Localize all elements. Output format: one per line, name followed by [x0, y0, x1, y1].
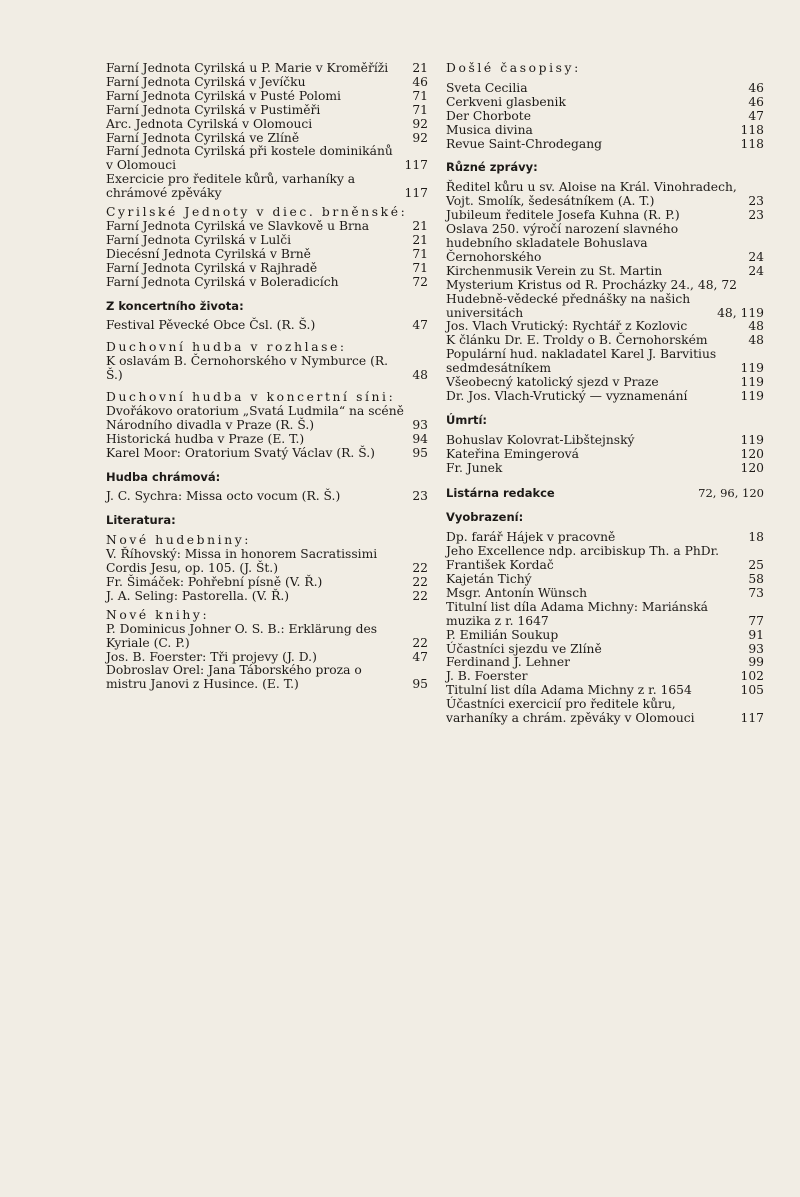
- entry-title: J. A. Seling: Pastorella. (V. Ř.): [106, 588, 290, 603]
- rozhlas-list: [106, 355, 428, 383]
- entry-title: Farní Jednota Cyrilská v Boleradicích: [106, 274, 339, 289]
- listarna-entry: [446, 487, 764, 501]
- entry-title: Účastníci sjezdu ve Zlíně: [446, 641, 602, 656]
- index-entry: [446, 181, 764, 209]
- entry-pages: 99: [748, 655, 764, 670]
- entry-pages: 18: [748, 530, 764, 545]
- entry-pages: 119: [740, 432, 764, 447]
- entry-title: Dr. Jos. Vlach-Vrutický — vyznamenání: [446, 388, 688, 403]
- zpravy-heading: Různé zprávy:: [446, 160, 538, 175]
- entry-pages: 22: [412, 588, 428, 603]
- entry-pages: 71: [412, 246, 428, 261]
- entry-title: Ferdinand J. Lehner: [446, 655, 571, 670]
- entry-title: Fr. Šimáček: Pohřební písně (V. Ř.): [106, 575, 323, 589]
- entry-title: Exercicie pro ředitele kůrů, varhaníky a chrámové zpěváky: [106, 172, 356, 201]
- entry-title: Ředitel kůru u sv. Aloise na Král. Vinohradech, Vojt. Smolík, šedesátníkem (A. T.): [446, 180, 737, 209]
- brno-heading: Cyrilské Jednoty v diec. brněnské:: [106, 205, 408, 220]
- entry-pages: 93: [412, 417, 428, 432]
- chramova-heading: Hudba chrámová:: [106, 469, 221, 484]
- literatura-heading: Literatura:: [106, 513, 176, 528]
- index-entry: [106, 548, 428, 576]
- index-entry: [446, 698, 764, 726]
- entry-pages: 46: [748, 80, 764, 95]
- entry-pages: 73: [748, 585, 764, 600]
- index-entry: [106, 433, 428, 447]
- entry-title: Farní Jednota Cyrilská při kostele dominikánů v Olomouci: [106, 144, 393, 173]
- index-entry: [446, 124, 764, 138]
- entry-pages: 24: [748, 263, 764, 278]
- entry-pages: 46: [412, 74, 428, 89]
- listarna-pages: 72, 96, 120: [698, 486, 764, 501]
- entry-title: Mysterium Kristus od R. Procházky 24., 48, 72: [446, 277, 737, 292]
- entry-pages: 71: [412, 88, 428, 103]
- entry-pages: 71: [412, 102, 428, 117]
- entry-pages: 102: [740, 669, 764, 684]
- entry-pages: 23: [748, 208, 764, 223]
- index-entry: [106, 319, 428, 333]
- index-entry: [106, 405, 428, 433]
- entry-pages: 77: [748, 613, 764, 628]
- entry-pages: 95: [412, 445, 428, 460]
- entry-title: Diecésní Jednota Cyrilská v Brně: [106, 246, 311, 261]
- index-entry: [106, 90, 428, 104]
- entry-title: Musica divina: [446, 122, 533, 137]
- index-entry: [446, 545, 764, 573]
- entry-title: Titulní list díla Adama Michny: Mariánská muzika z r. 1647: [446, 599, 709, 628]
- entry-pages: 120: [740, 460, 764, 475]
- entry-pages: 71: [412, 260, 428, 275]
- knihy-list: [106, 623, 428, 693]
- entry-pages: 21: [412, 218, 428, 233]
- entry-title: Dobroslav Orel: Jana Táborského proza o mistru Janovi z Husince. (E. T.): [106, 663, 362, 692]
- sini-heading: Duchovní hudba v koncertní síni:: [106, 390, 396, 405]
- entry-title: Oslava 250. výročí narození slavného hudebního skladatele Bohuslava Černohorského: [446, 222, 679, 264]
- entry-pages: 48: [412, 368, 428, 383]
- entry-pages: 93: [748, 641, 764, 656]
- index-entry: [106, 173, 428, 201]
- entry-pages: 22: [412, 635, 428, 650]
- entry-title: Farní Jednota Cyrilská v Rajhradě: [106, 260, 318, 275]
- entry-pages: 117: [740, 711, 764, 726]
- entry-title: Účastníci exercicií pro ředitele kůru, varhaníky a chrám. zpěváky v Olomouci: [446, 697, 695, 726]
- hudebniny-heading: Nové hudebniny:: [106, 533, 252, 548]
- index-entry: [446, 629, 764, 643]
- umrti-heading: Úmrtí:: [446, 412, 488, 427]
- entry-title: Farní Jednota Cyrilská v Pusté Polomi: [106, 88, 341, 103]
- entry-title: V. Říhovský: Missa in honorem Sacratissimi Cordis Jesu, op. 105. (J. Št.): [106, 547, 378, 576]
- entry-title: Titulní list díla Adama Michny z r. 1654: [446, 683, 692, 698]
- index-entry: [106, 248, 428, 262]
- entry-pages: 24: [748, 249, 764, 264]
- entry-title: Populární hud. nakladatel Karel J. Barvitius sedmdesátníkem: [446, 347, 717, 376]
- index-entry: [106, 664, 428, 692]
- entry-pages: 118: [740, 136, 764, 151]
- index-entry: [446, 265, 764, 279]
- index-entry: [446, 348, 764, 376]
- entry-title: Arc. Jednota Cyrilská v Olomouci: [106, 116, 313, 131]
- entry-title: Jos. Vlach Vrutický: Rychtář z Kozlovic: [446, 319, 688, 334]
- entry-pages: 23: [748, 194, 764, 209]
- entry-pages: 47: [412, 318, 428, 333]
- entry-pages: 25: [748, 558, 764, 573]
- entry-title: Bohuslav Kolovrat-Libštejnský: [446, 432, 635, 447]
- knihy-heading: Nové knihy:: [106, 607, 210, 622]
- index-entry: [446, 82, 764, 96]
- entry-pages: 94: [412, 431, 428, 446]
- index-entry: [446, 334, 764, 348]
- entry-title: Dvořákovo oratorium „Svatá Ludmila“ na scéně Národního divadla v Praze (R. Š.): [106, 403, 404, 432]
- entry-title: Dp. farář Hájek v pracovně: [446, 530, 616, 545]
- entry-pages: 48, 119: [717, 305, 764, 320]
- index-entry: [446, 390, 764, 404]
- index-entry: [106, 355, 428, 383]
- index-entry: [446, 110, 764, 124]
- entry-title: Der Chorbote: [446, 108, 532, 123]
- entry-pages: 117: [404, 186, 428, 201]
- index-entry: [106, 576, 428, 590]
- zpravy-list: [446, 181, 764, 404]
- entry-pages: 47: [748, 108, 764, 123]
- index-entry: [446, 279, 764, 293]
- entry-pages: 120: [740, 446, 764, 461]
- index-entry: [446, 643, 764, 657]
- entry-pages: 21: [412, 61, 428, 75]
- entry-title: Revue Saint-Chrodegang: [446, 136, 603, 151]
- index-entry: [106, 76, 428, 90]
- index-entry: [106, 651, 428, 665]
- vyobrazeni-list: [446, 531, 764, 726]
- index-entry: [106, 262, 428, 276]
- entry-pages: 23: [412, 489, 428, 504]
- index-entry: [446, 96, 764, 110]
- index-entry: [446, 670, 764, 684]
- entry-title: J. B. Foerster: [446, 669, 528, 684]
- entry-pages: 117: [404, 158, 428, 173]
- index-entry: [446, 573, 764, 587]
- entry-title: Kajetán Tichý: [446, 572, 532, 586]
- index-entry: [446, 434, 764, 448]
- farni-list: [106, 62, 428, 201]
- casopisy-heading: Došlé časopisy:: [446, 61, 581, 75]
- entry-title: Hudebně-vědecké přednášky na našich universitách: [446, 291, 691, 320]
- index-entry: [446, 656, 764, 670]
- entry-title: Historická hudba v Praze (E. T.): [106, 431, 305, 446]
- entry-title: Festival Pěvecké Obce Čsl. (R. Š.): [106, 318, 316, 333]
- entry-pages: 92: [412, 116, 428, 131]
- entry-title: J. C. Sychra: Missa octo vocum (R. Š.): [106, 489, 341, 504]
- entry-title: Farní Jednota Cyrilská u P. Marie v Kroměříži: [106, 61, 389, 75]
- chramova-list: [106, 490, 428, 504]
- listarna-label: Listárna redakce: [446, 486, 555, 501]
- entry-title: Farní Jednota Cyrilská v Lulči: [106, 232, 292, 247]
- entry-pages: 47: [412, 649, 428, 664]
- index-entry: [106, 447, 428, 461]
- index-entry: [446, 587, 764, 601]
- koncert-heading: Z koncertního života:: [106, 298, 244, 313]
- hudebniny-list: [106, 548, 428, 604]
- entry-title: Všeobecný katolický sjezd v Praze: [446, 375, 659, 390]
- index-entry: [446, 531, 764, 545]
- index-entry: [106, 145, 428, 173]
- entry-pages: 119: [740, 375, 764, 390]
- entry-title: Cerkveni glasbenik: [446, 94, 566, 109]
- entry-pages: 21: [412, 232, 428, 247]
- koncert-list: [106, 319, 428, 333]
- entry-pages: 46: [748, 94, 764, 109]
- index-entry: [446, 462, 764, 476]
- index-entry: [446, 448, 764, 462]
- index-entry: [446, 293, 764, 321]
- left-column: [106, 62, 428, 692]
- entry-pages: 92: [412, 130, 428, 145]
- index-entry: [106, 118, 428, 132]
- entry-title: Farní Jednota Cyrilská v Pustiměři: [106, 102, 321, 117]
- index-entry: [106, 62, 428, 76]
- umrti-list: [446, 434, 764, 476]
- entry-title: K článku Dr. E. Troldy o B. Černohorském: [446, 333, 708, 348]
- sini-list: [106, 405, 428, 461]
- entry-title: Jubileum ředitele Josefa Kuhna (R. P.): [446, 208, 680, 223]
- index-entry: [446, 376, 764, 390]
- entry-title: P. Dominicus Johner O. S. B.: Erklärung des Kyriale (C. P.): [106, 621, 378, 650]
- index-entry: [106, 104, 428, 118]
- brno-list: [106, 220, 428, 290]
- vyobrazeni-heading: Vyobrazení:: [446, 510, 524, 525]
- entry-pages: 48: [748, 333, 764, 348]
- entry-title: Sveta Cecilia: [446, 80, 528, 95]
- entry-pages: 22: [412, 561, 428, 576]
- entry-title: Jos. B. Foerster: Tři projevy (J. D.): [106, 649, 317, 664]
- entry-pages: 119: [740, 388, 764, 403]
- index-entry: [446, 138, 764, 152]
- rozhlas-heading: Duchovní hudba v rozhlase:: [106, 340, 347, 355]
- entry-pages: 58: [748, 572, 764, 586]
- index-entry: [446, 223, 764, 265]
- entry-title: Kirchenmusik Verein zu St. Martin: [446, 263, 663, 278]
- index-entry: [446, 209, 764, 223]
- index-entry: [106, 220, 428, 234]
- entry-pages: 95: [412, 677, 428, 692]
- entry-title: Kateřina Emingerová: [446, 446, 579, 461]
- index-entry: [446, 601, 764, 629]
- index-entry: [106, 234, 428, 248]
- entry-title: Farní Jednota Cyrilská ve Zlíně: [106, 130, 300, 145]
- casopisy-list: [446, 82, 764, 152]
- entry-pages: 119: [740, 361, 764, 376]
- entry-title: K oslavám B. Černohorského v Nymburce (R. Š.): [106, 354, 389, 383]
- entry-title: P. Emilián Soukup: [446, 627, 559, 642]
- entry-pages: 72: [412, 274, 428, 289]
- entry-title: Msgr. Antonín Wünsch: [446, 585, 588, 600]
- entry-title: Fr. Junek: [446, 460, 503, 475]
- right-column: [446, 62, 764, 726]
- entry-pages: 118: [740, 122, 764, 137]
- entry-title: Jeho Excellence ndp. arcibiskup Th. a PhDr. František Kordač: [446, 544, 720, 573]
- entry-title: Karel Moor: Oratorium Svatý Václav (R. Š.): [106, 445, 375, 460]
- entry-pages: 105: [740, 683, 764, 698]
- index-entry: [106, 623, 428, 651]
- entry-pages: 22: [412, 575, 428, 589]
- index-entry: [106, 276, 428, 290]
- index-entry: [106, 590, 428, 604]
- entry-pages: 48: [748, 319, 764, 334]
- entry-title: Farní Jednota Cyrilská ve Slavkově u Brna: [106, 218, 370, 233]
- index-entry: [106, 490, 428, 504]
- entry-pages: 91: [748, 627, 764, 642]
- entry-title: Farní Jednota Cyrilská v Jevíčku: [106, 74, 306, 89]
